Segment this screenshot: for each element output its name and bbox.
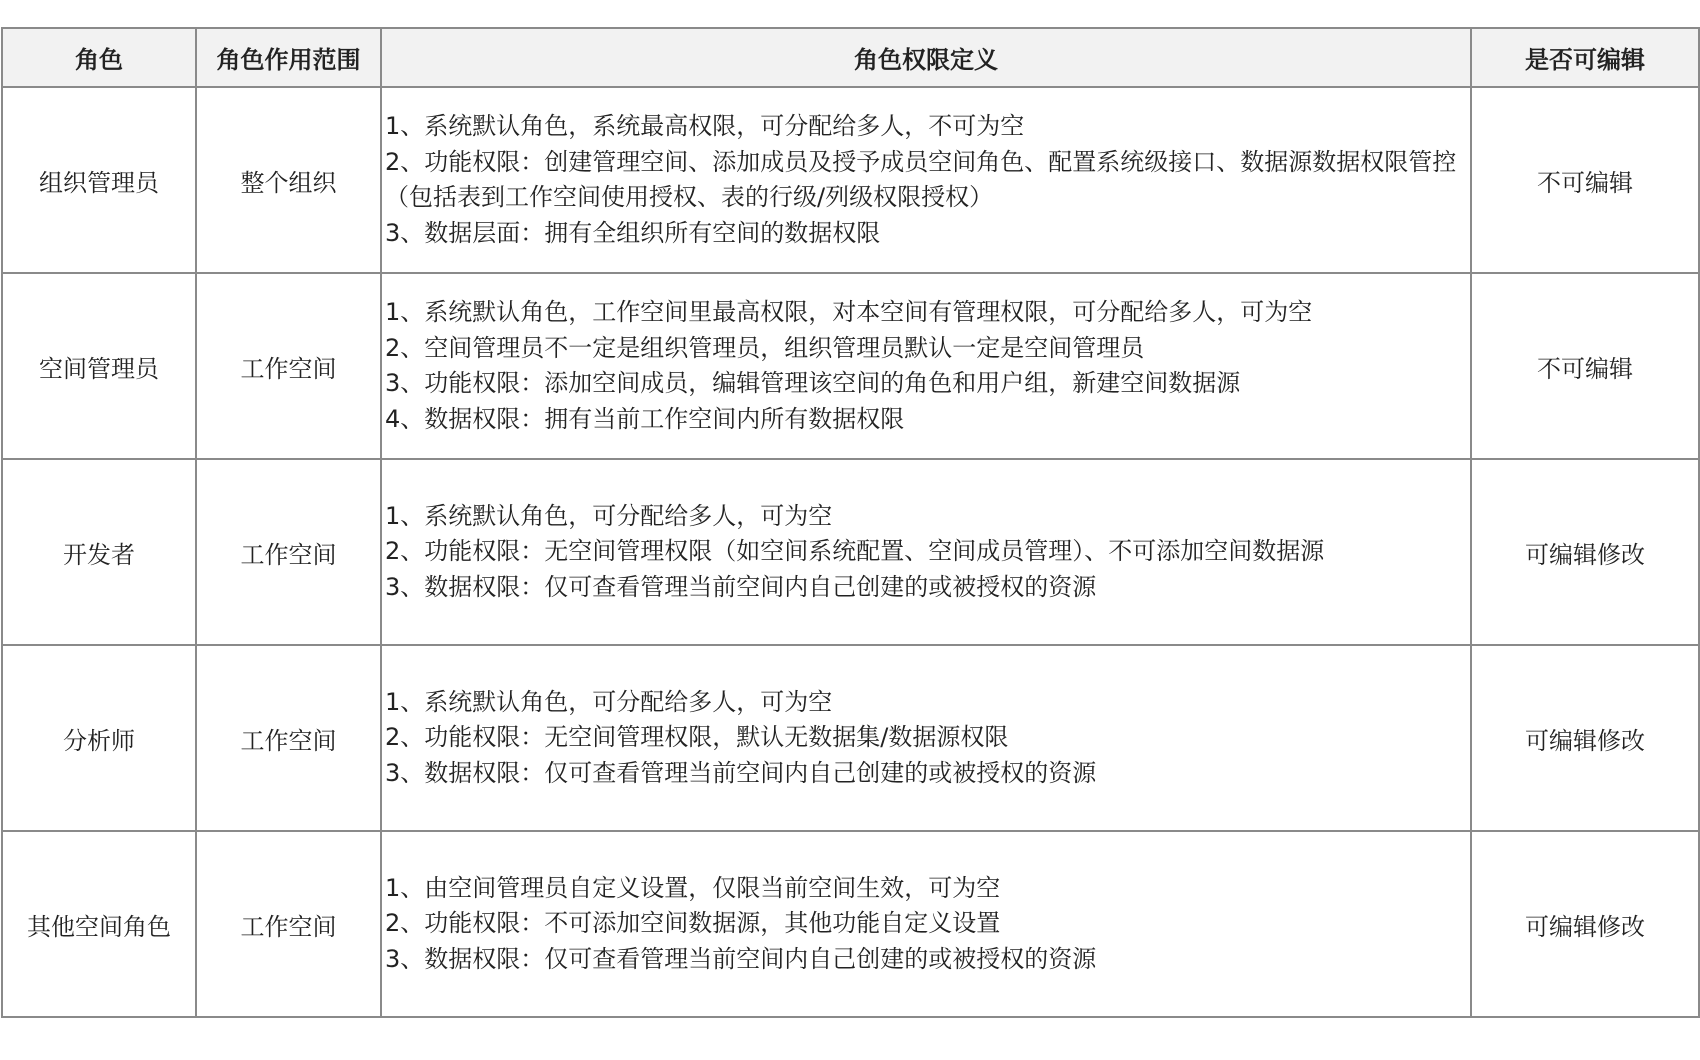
role-permission-table-container (1, 27, 1700, 1018)
scope-cell: 工作空间 (196, 645, 381, 831)
definition-line: 3、数据层面：拥有全组织所有空间的数据权限 (385, 218, 881, 247)
definition-cell (381, 459, 1471, 645)
table-row (2, 645, 1699, 831)
definition-line: 2、功能权限：无空间管理权限（如空间系统配置、空间成员管理）、不可添加空间数据源 (385, 537, 1325, 566)
role-cell: 组织管理员 (2, 87, 196, 273)
role-cell: 分析师 (2, 645, 196, 831)
table-row (2, 459, 1699, 645)
definition-line: 3、数据权限：仅可查看管理当前空间内自己创建的或被授权的资源 (385, 944, 1097, 973)
role-cell: 空间管理员 (2, 273, 196, 459)
table-body (2, 87, 1699, 1017)
scope-cell: 工作空间 (196, 273, 381, 459)
definition-line: 1、系统默认角色，系统最高权限，可分配给多人，不可为空 (385, 112, 1025, 140)
header-definition: 角色权限定义 (381, 28, 1471, 87)
table-row (2, 273, 1699, 459)
scope-cell: 工作空间 (196, 831, 381, 1017)
scope-cell: 整个组织 (196, 87, 381, 273)
definition-line: 1、系统默认角色，可分配给多人，可为空 (385, 501, 833, 530)
definition-line: 4、数据权限：拥有当前工作空间内所有数据权限 (385, 404, 905, 433)
definition-cell (381, 831, 1471, 1017)
definition-line: 1、系统默认角色，工作空间里最高权限，对本空间有管理权限，可分配给多人，可为空 (385, 298, 1313, 326)
definition-line: 1、由空间管理员自定义设置，仅限当前空间生效，可为空 (385, 873, 1001, 902)
definition-line: 3、数据权限：仅可查看管理当前空间内自己创建的或被授权的资源 (385, 572, 1097, 601)
definition-line: 2、功能权限：创建管理空间、添加成员及授予成员空间角色、配置系统级接口、数据源数据权限管控（包括表到工作空间使用授权、表的行级/列级权限授权） (385, 147, 1457, 211)
definition-cell (381, 87, 1471, 273)
header-scope: 角色作用范围 (196, 28, 381, 87)
definition-line: 3、功能权限：添加空间成员，编辑管理该空间的角色和用户组，新建空间数据源 (385, 369, 1241, 397)
definition-line: 2、功能权限：不可添加空间数据源，其他功能自定义设置 (385, 909, 1001, 938)
editable-cell: 可编辑修改 (1471, 645, 1699, 831)
definition-line: 2、空间管理员不一定是组织管理员，组织管理员默认一定是空间管理员 (385, 333, 1145, 362)
table-row (2, 831, 1699, 1017)
definition-cell (381, 645, 1471, 831)
definition-cell (381, 273, 1471, 459)
definition-line: 3、数据权限：仅可查看管理当前空间内自己创建的或被授权的资源 (385, 758, 1097, 787)
editable-cell: 不可编辑 (1471, 273, 1699, 459)
scope-cell: 工作空间 (196, 459, 381, 645)
editable-cell: 不可编辑 (1471, 87, 1699, 273)
definition-line: 1、系统默认角色，可分配给多人，可为空 (385, 687, 833, 716)
definition-line: 2、功能权限：无空间管理权限，默认无数据集/数据源权限 (385, 723, 1009, 752)
header-editable: 是否可编辑 (1471, 28, 1699, 87)
editable-cell: 可编辑修改 (1471, 831, 1699, 1017)
editable-cell: 可编辑修改 (1471, 459, 1699, 645)
role-cell: 其他空间角色 (2, 831, 196, 1017)
header-role: 角色 (2, 28, 196, 87)
header-row (2, 28, 1699, 87)
role-cell: 开发者 (2, 459, 196, 645)
table-row (2, 87, 1699, 273)
role-permission-table (1, 27, 1700, 1018)
table-header (2, 28, 1699, 87)
